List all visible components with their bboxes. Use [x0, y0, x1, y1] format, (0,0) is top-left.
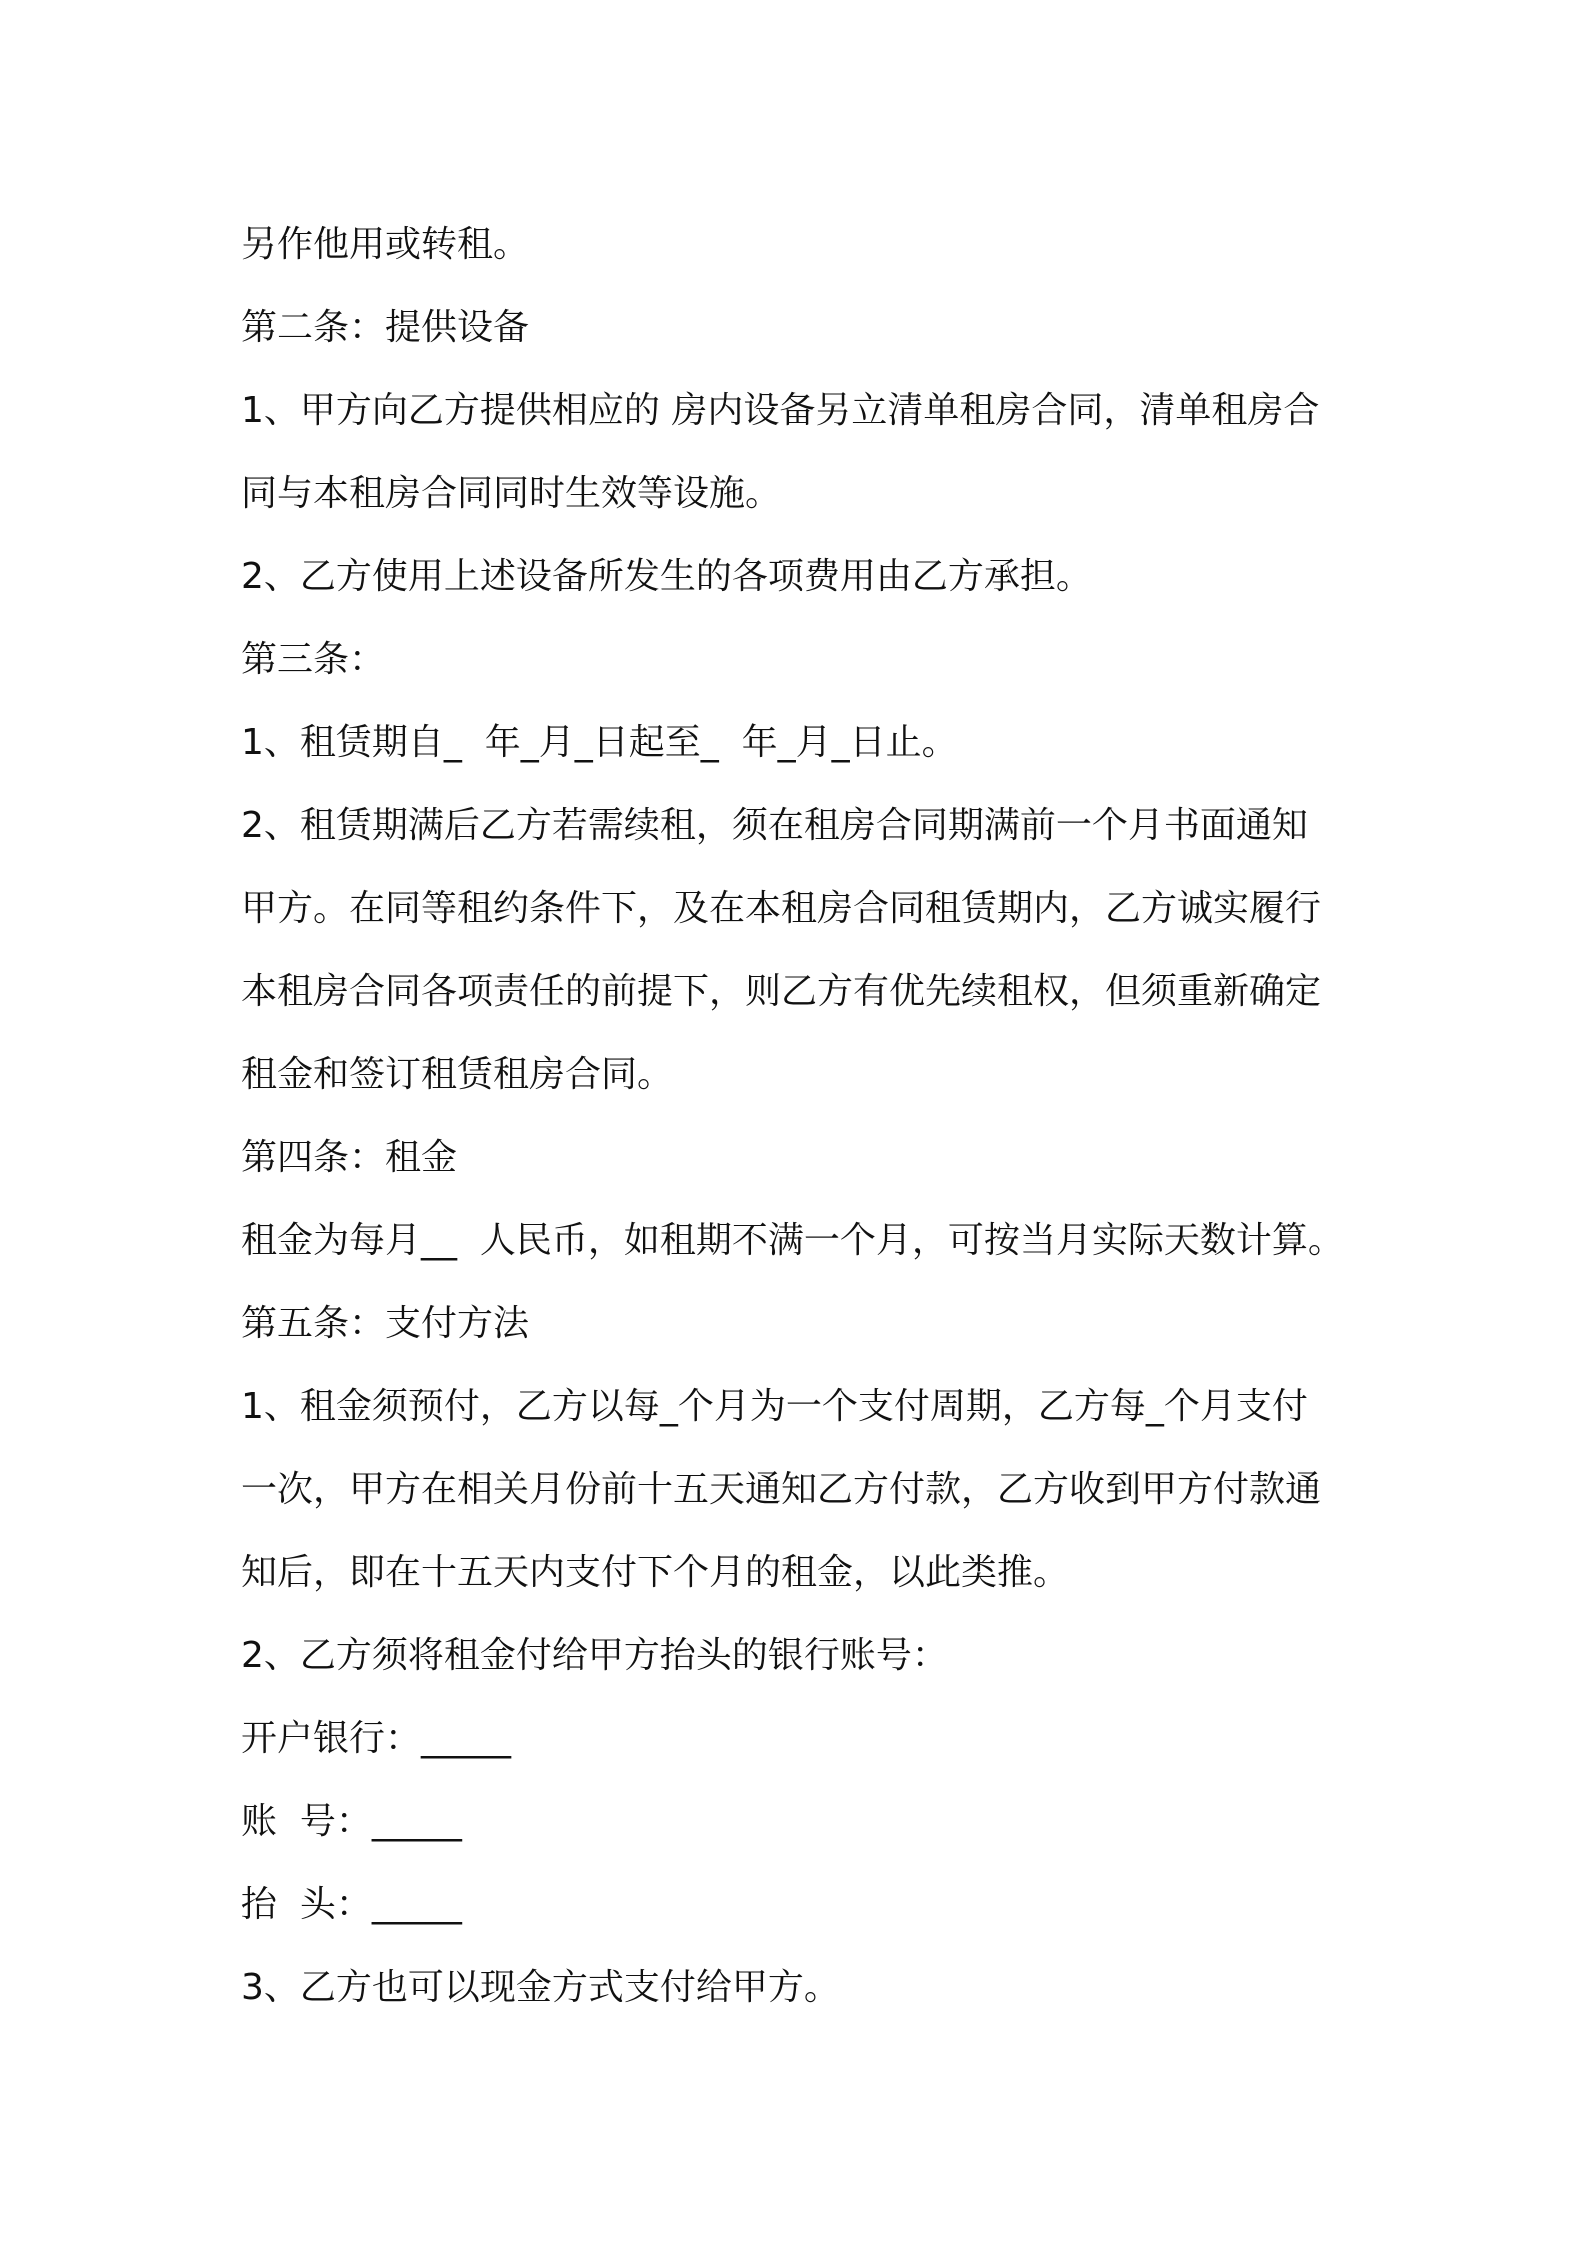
text-line: 3、乙方也可以现金方式支付给甲方。 [241, 1967, 840, 2008]
text-line: 知后，即在十五天内支付下个月的租金，以此类推。 [241, 1552, 1070, 1593]
text-line: 同与本租房合同同时生效等设施。 [241, 473, 782, 514]
article-heading: 第五条：支付方法 [241, 1303, 530, 1344]
contract-text [241, 203, 1376, 2029]
article-heading: 第四条：租金 [241, 1137, 458, 1178]
text-line: 2、乙方须将租金付给甲方抬头的银行账号： [241, 1635, 948, 1676]
text-line: 1、租赁期自_ 年_月_日起至_ 年_月_日止。 [241, 722, 958, 763]
text-line: 一次，甲方在相关月份前十五天通知乙方付款，乙方收到甲方付款通 [241, 1469, 1322, 1510]
text-line: 另作他用或转租。 [241, 224, 530, 265]
article-heading: 第三条： [241, 639, 386, 680]
text-line: 2、租赁期满后乙方若需续租，须在租房合同期满前一个月书面通知 [241, 805, 1308, 846]
bank-name-field: 开户银行：_____ [241, 1718, 512, 1759]
article-heading: 第二条：提供设备 [241, 307, 530, 348]
text-line: 甲方。在同等租约条件下，及在本租房合同租赁期内，乙方诚实履行 [241, 888, 1322, 929]
text-line: 租金为每月__ 人民币，如租期不满一个月，可按当月实际天数计算。 [241, 1220, 1344, 1261]
account-holder-field: 抬 头：_____ [241, 1884, 462, 1925]
account-number-field: 账 号：_____ [241, 1801, 462, 1842]
text-line: 1、甲方向乙方提供相应的 房内设备另立清单租房合同，清单租房合 [241, 390, 1320, 431]
text-line: 本租房合同各项责任的前提下，则乙方有优先续租权，但须重新确定 [241, 971, 1322, 1012]
text-line: 租金和签订租赁租房合同。 [241, 1054, 674, 1095]
text-line: 1、租金须预付，乙方以每_个月为一个支付周期，乙方每_个月支付 [241, 1386, 1308, 1427]
text-line: 2、乙方使用上述设备所发生的各项费用由乙方承担。 [241, 556, 1092, 597]
